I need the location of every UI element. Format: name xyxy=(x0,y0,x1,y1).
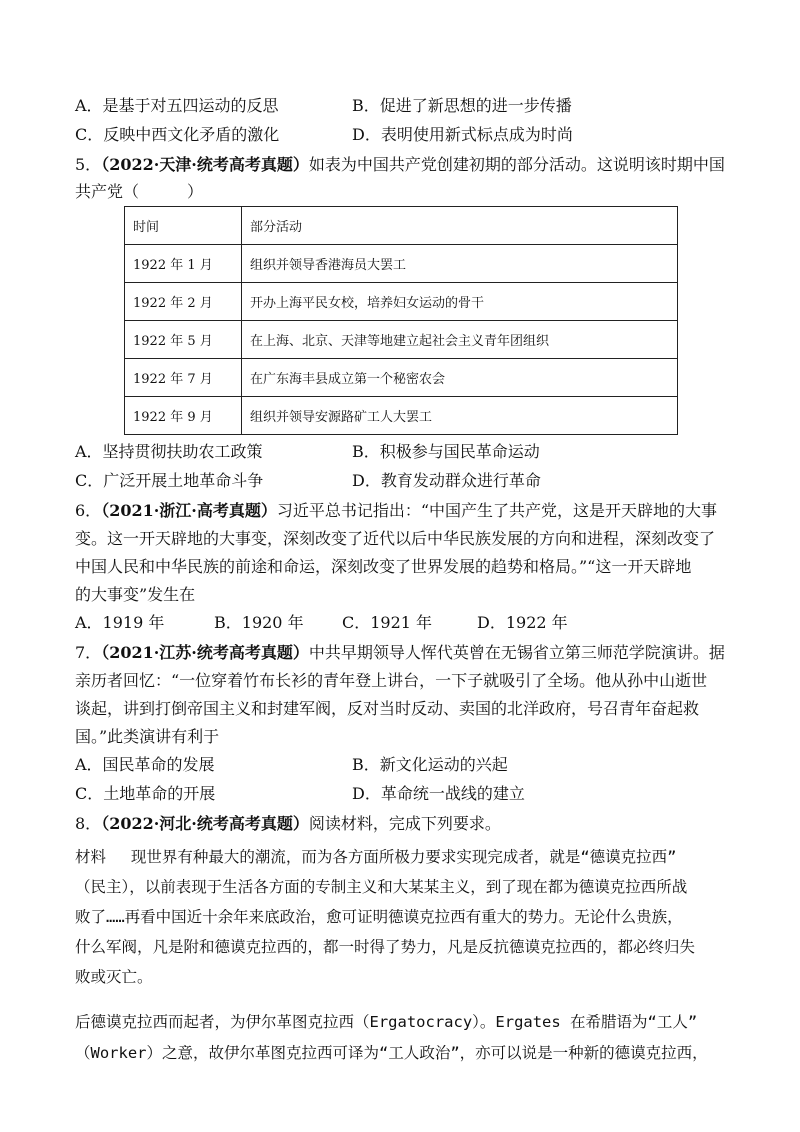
q8-material-line: （Worker）之意，故伊尔革图克拉西可译为“工人政治”，亦可以说是一种新的德谟克拉西， xyxy=(75,1044,708,1062)
q7-option-c[interactable]: C．土地革命的开展 xyxy=(75,784,216,803)
table-header-activity: 部分活动 xyxy=(242,207,678,245)
q4-option-b[interactable]: B．促进了新思想的进一步传播 xyxy=(352,96,572,115)
q5-option-a[interactable]: A．坚持贯彻扶助农工政策 xyxy=(75,442,263,461)
q8-number: 8． xyxy=(75,814,102,833)
q8-stem xyxy=(75,813,501,835)
q6-stem-line1: 习近平总书记指出：“中国产生了共产党，这是开天辟地的大事 xyxy=(276,501,718,520)
q5-stem-line1: 如表为中国共产党创建初期的部分活动。这说明该时期中国 xyxy=(308,155,725,174)
q7-stem-line4: 国。”此类演讲有利于 xyxy=(75,727,220,746)
q5-activities-table xyxy=(124,206,678,435)
table-cell-activity: 组织并领导香港海员大罢工 xyxy=(242,245,678,283)
q8-stem-text: 阅读材料，完成下列要求。 xyxy=(308,814,501,833)
q8-material-line: 材料 现世界有种最大的潮流，而为各方面所极力要求实现完成者，就是“德谟克拉西” xyxy=(75,848,677,866)
table-row xyxy=(125,359,678,397)
q8-material-line: 败或灭亡。 xyxy=(75,968,153,986)
q5-source: （2022·天津·统考高考真题） xyxy=(101,155,309,174)
q5-number: 5． xyxy=(75,155,102,174)
q7-option-b[interactable]: B．新文化运动的兴起 xyxy=(352,755,508,774)
q6-option-a[interactable]: A．1919 年 xyxy=(75,613,165,632)
q7-option-d[interactable]: D．革命统一战线的建立 xyxy=(352,784,525,803)
q7-source: （2021·江苏·统考高考真题） xyxy=(101,643,309,662)
q7-stem xyxy=(75,642,725,664)
table-row xyxy=(125,245,678,283)
q7-option-a[interactable]: A．国民革命的发展 xyxy=(75,755,215,774)
q8-material-line: （民主），以前表现于生活各方面的专制主义和大某某主义，到了现在都为德谟克拉西所战 xyxy=(75,878,688,896)
q7-stem-line2: 亲历者回忆：“一位穿着竹布长衫的青年登上讲台，一下子就吸引了全场。他从孙中山逝世 xyxy=(75,671,708,690)
table-cell-activity: 开办上海平民女校，培养妇女运动的骨干 xyxy=(242,283,678,321)
table-cell-activity: 组织并领导安源路矿工人大罢工 xyxy=(242,397,678,435)
q6-stem xyxy=(75,500,717,522)
q4-option-c[interactable]: C．反映中西文化矛盾的激化 xyxy=(75,125,280,144)
q6-stem-line2: 变。这一开天辟地的大事变，深刻改变了近代以后中华民族发展的方向和进程，深刻改变了 xyxy=(75,529,716,548)
q7-number: 7． xyxy=(75,643,102,662)
table-row xyxy=(125,321,678,359)
q8-source: （2022·河北·统考高考真题） xyxy=(101,814,309,833)
table-header-time: 时间 xyxy=(125,207,242,245)
q6-option-d[interactable]: D．1922 年 xyxy=(477,613,568,632)
q6-number: 6． xyxy=(75,501,102,520)
q6-stem-line3: 中国人民和中华民族的前途和命运，深刻改变了世界发展的趋势和格局。”“这一开天辟地 xyxy=(75,557,692,576)
q7-stem-line3: 谈起，讲到打倒帝国主义和封建军阀，反对当时反动、卖国的北洋政府，号召青年奋起救 xyxy=(75,699,700,718)
table-row xyxy=(125,283,678,321)
table-cell-time: 1922 年 5 月 xyxy=(125,321,242,359)
q6-stem-line4: 的大事变”发生在 xyxy=(75,585,196,604)
table-row xyxy=(125,397,678,435)
q7-stem-line1: 中共早期领导人恽代英曾在无锡省立第三师范学院演讲。据 xyxy=(308,643,725,662)
q5-stem-line2: 共产党（ ） xyxy=(75,182,204,201)
q5-option-d[interactable]: D．教育发动群众进行革命 xyxy=(352,471,541,490)
q8-material-line: 后德谟克拉西而起者，为伊尔革图克拉西（Ergatocracy）。Ergates 在希腊语为“工人” xyxy=(75,1013,698,1031)
table-cell-time: 1922 年 9 月 xyxy=(125,397,242,435)
q8-material-line: 败了……再看中国近十余年来底政治，愈可证明德谟克拉西有重大的势力。无论什么贵族， xyxy=(75,908,683,926)
table-cell-activity: 在广东海丰县成立第一个秘密农会 xyxy=(242,359,678,397)
q4-option-a[interactable]: A．是基于对五四运动的反思 xyxy=(75,96,279,115)
table-cell-time: 1922 年 1 月 xyxy=(125,245,242,283)
q5-option-c[interactable]: C．广泛开展土地革命斗争 xyxy=(75,471,264,490)
table-cell-time: 1922 年 2 月 xyxy=(125,283,242,321)
q6-option-c[interactable]: C．1921 年 xyxy=(342,613,433,632)
table-cell-activity: 在上海、北京、天津等地建立起社会主义青年团组织 xyxy=(242,321,678,359)
table-cell-time: 1922 年 7 月 xyxy=(125,359,242,397)
q4-option-d[interactable]: D．表明使用新式标点成为时尚 xyxy=(352,125,573,144)
q5-stem xyxy=(75,154,725,176)
q6-source: （2021·浙江·高考真题） xyxy=(101,501,277,520)
q8-material-line: 什么军阀，凡是附和德谟克拉西的，都一时得了势力，凡是反抗德谟克拉西的，都必终归失 xyxy=(75,938,696,956)
table-header-row xyxy=(125,207,678,245)
q5-option-b[interactable]: B．积极参与国民革命运动 xyxy=(352,442,540,461)
q6-option-b[interactable]: B．1920 年 xyxy=(214,613,304,632)
